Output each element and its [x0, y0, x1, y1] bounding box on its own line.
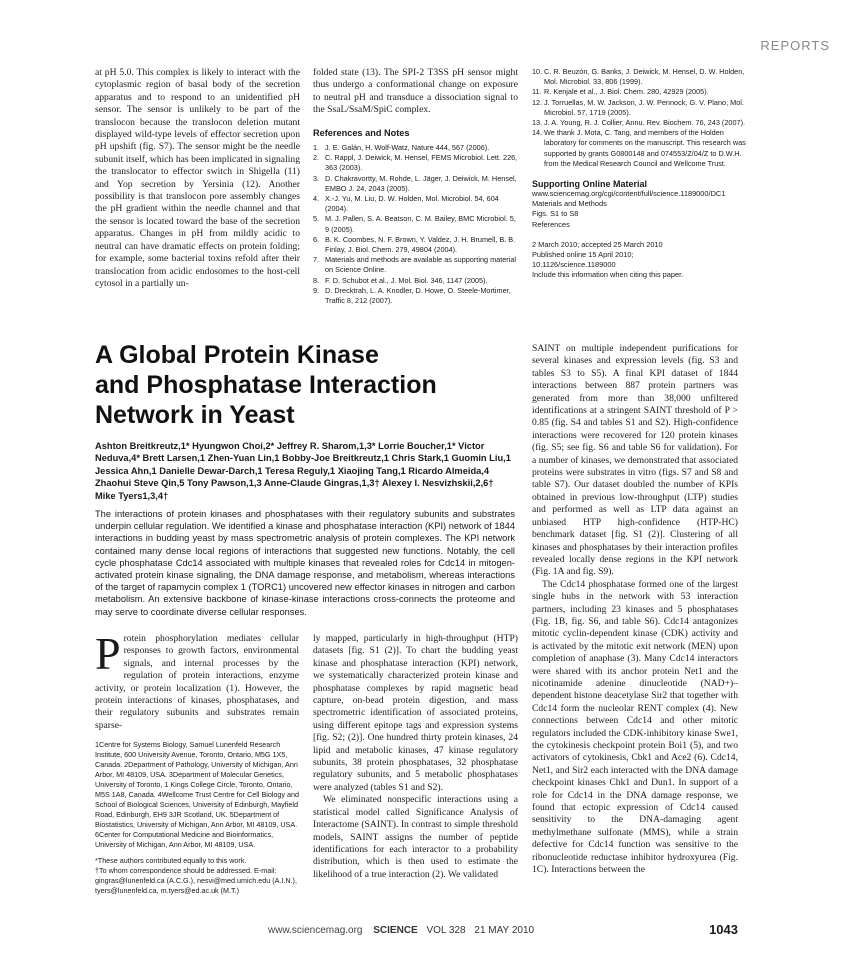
- reference-number: 7.: [313, 255, 320, 265]
- reference-number: 2.: [313, 153, 320, 163]
- reference-number: 1.: [313, 143, 320, 153]
- footer-date: 21 MAY 2010: [474, 925, 535, 936]
- supporting-material-line: www.sciencemag.org/cgi/content/full/science.1189000/DC1: [532, 189, 726, 199]
- reference-item: [532, 98, 752, 118]
- title-line: Network in Yeast: [95, 401, 295, 429]
- page-number: 1043: [709, 922, 738, 937]
- continued-paragraph: at pH 5.0. This complex is likely to interact with the cytoplasmic region of basal body of the secretion apparatus and to respond to an unidentified pH sensor. The sensor is unlikely to be part of the translocon because the translocon deletion mutant displayed wild-type levels of effector secretion upon pH upshift (fig. S7). The sensor might be the needle subunit itself, which has been implicated in signaling the translocator to effector switch in Shigella (11) and Yop secretion by Yersinia (12). Another possibility is that translocon pore assembly changes the pH gradient within the needle channel and that the sensor is located toward the base of the secretion apparatus. Changes in pH from mildly acidic to neutral can have dramatic effects on protein folding; for example, some bacterial toxins refold after their translocation from acidic endosomes to the host-cell cytosol in a partially un-: [95, 67, 300, 289]
- reference-item: [313, 143, 518, 153]
- section-header: REPORTS: [760, 38, 830, 53]
- reference-text: M. J. Pallen, S. A. Beatson, C. M. Bailey, BMC Microbiol. 5, 9 (2005).: [325, 214, 516, 234]
- reference-number: 14.: [532, 128, 543, 138]
- publication-date-line: 2 March 2010; accepted 25 March 2010: [532, 239, 663, 249]
- body-column-right: [532, 343, 738, 876]
- reference-number: 10.: [532, 67, 543, 76]
- body-paragraph: The Cdc14 phosphatase formed one of the largest single hubs in the network with 53 interaction partners, including 23 kinases and 5 phosphatases (Fig. 1B, fig. S6, and table S6). Cdc14 antagonizes mitotic cyclin-dependent kinase (CDK) activity and is activated by the mitotic exit network (MEN) upon completion of anaphase (3). Many Cdc14 interactors were shared with its anchor protein Net1 and the nicotinamide adenine dinucleotide (NAD+)–dependent histone deacetylase Sir2 that together with Cdc14 form the nucleolar RENT complex (4). New connections between Cdc14 and other mitotic regulators included the CDK-inhibitory kinase Swe1, the cytokinesis checkpoint protein Boi1 (5), and two activators of cytokinesis, Cbk1 and Ace2 (6). Cdc14, Net1, and Sir2 each interacted with the DNA damage checkpoint kinases Chk1 and Dun1. In support of a role for Cdc14 in the DNA damage response, we found that ectopic expression of Cdc14 caused sensitivity to the DNA-damaging agent methylmethane sulfonate (MMS), while a strain defective for Cdc14 function was sensitive to the ribonucleotide reductase inhibitor hydroxyurea (Fig. 1C). Interactions between the: [532, 578, 738, 876]
- correspondence-note: †To whom correspondence should be addressed. E-mail: gingras@lunenfeld.ca (A.C.G.), nesvi@med.umich.edu (A.I.N.), tyers@lunenfeld.ca, m.tyers@ed.ac.uk (M.T.): [95, 866, 297, 895]
- reference-number: 3.: [313, 173, 320, 183]
- affiliations: [95, 740, 303, 896]
- reference-item: [313, 174, 518, 194]
- supporting-material-lines: [532, 189, 752, 230]
- reference-text: We thank J. Mota, C. Tang, and members of the Holden laboratory for comments on the manuscript. This research was supported by grants G0800148 and 074553/Z/04/Z to D.W.H. from the Medical Research Council and Wellcome Trust.: [544, 128, 746, 168]
- reference-text: J. A. Young, R. J. Collier, Annu. Rev. Biochem. 76, 243 (2007).: [544, 118, 746, 128]
- supporting-material-line: References: [532, 219, 570, 229]
- affiliation-text: 1Centre for Systems Biology, Samuel Lunenfeld Research Institute, 600 University Avenue, Toronto, Ontario, M5G 1X5, Canada. 2Department of Pathology, University of Michigan, Ann Arbor, MI 48109, USA. 3Department of Molecular Genetics, University of Toronto, 1 Kings College Circle, Toronto, Ontario, M5S 1A8, Canada. 4Wellcome Trust Centre for Cell Biology and School of Biological Sciences, University of Edinburgh, Mayfield Road, Edinburgh, EH9 3JR Scotland, UK. 5Department of Biostatistics, University of Michigan, Ann Arbor, MI 48109, USA. 6Center for Computational Medicine and Bioinformatics, University of Michigan, Ann Arbor, MI 48109, USA.: [95, 740, 300, 849]
- supporting-material-line: Figs. S1 to S8: [532, 209, 579, 219]
- continued-text-column-2: [313, 67, 518, 306]
- continued-text-column: [95, 67, 300, 290]
- reference-item: [313, 276, 518, 286]
- references-column: [532, 67, 752, 281]
- reference-item: [532, 128, 752, 169]
- reference-text: C. R. Beuzón, G. Banks, J. Deiwick, M. Hensel, D. W. Holden, Mol. Microbiol. 33, 806 (1999).: [544, 67, 745, 87]
- reference-item: [313, 194, 518, 214]
- reference-number: 5.: [313, 214, 320, 224]
- reference-item: [313, 286, 518, 306]
- reference-list-continued: [532, 67, 752, 169]
- page-footer: [268, 925, 738, 936]
- publication-dates: [532, 240, 752, 281]
- supporting-material-title: Supporting Online Material: [532, 179, 648, 190]
- reference-item: [313, 255, 518, 275]
- abstract: The interactions of protein kinases and phosphatases with their regulatory subunits and substrates underpin cellular regulation. We identified a kinase and phosphatase interaction (KPI) network of 1844 interactions in budding yeast by mass spectrometric analysis of protein complexes. The KPI network contained many dense local regions of interactions that suggested new functions. Notably, the cell cycle phosphatase Cdc14 associated with multiple kinases that revealed roles for Cdc14 in mitogen-activated protein kinase signaling, the DNA damage response, and metabolism, whereas interactions of the target of rapamycin complex 1 (TORC1) uncovered new effector kinases in nitrogen and carbon metabolism. An extensive backbone of kinase-kinase interactions cross-connects the proteome and may serve to coordinate diverse cellular responses.: [95, 509, 515, 617]
- reference-text: D. Chakravortty, M. Rohde, L. Jäger, J. Deiwick, M. Hensel, EMBO J. 24, 2043 (2005).: [325, 173, 517, 193]
- footer-journal: SCIENCE: [373, 925, 418, 936]
- reference-text: X.-J. Yu, M. Liu, D. W. Holden, Mol. Microbiol. 54, 604 (2004).: [325, 194, 499, 214]
- reference-text: D. Drecktrah, L. A. Knodler, D. Howe, O. Steele-Mortimer, Traffic 8, 212 (2007).: [325, 285, 511, 306]
- reference-number: 9.: [313, 285, 320, 295]
- author-list: Ashton Breitkreutz,1* Hyungwon Choi,2* Jeffrey R. Sharom,1,3* Lorrie Boucher,1* Victor Neduva,4* Brett Larsen,1 Zhen-Yuan Lin,1 Bobby-Joe Breitkreutz,1 Chris Stark,1 Guomin Liu,1 Jessica Ahn,1 Danielle Dewar-Darch,1 Teresa Reguly,1 Xiaojing Tang,1 Ricardo Almeida,4 Zhaohui Steve Qin,5 Tony Pawson,1,3 Anne-Claude Gingras,1,3† Alexey I. Nesvizhskii,2,6† Mike Tyers1,3,4†: [95, 441, 511, 501]
- equal-contribution-note: *These authors contributed equally to this work.: [95, 856, 247, 865]
- footer-site-link[interactable]: www.sciencemag.org: [268, 925, 363, 936]
- reference-number: 6.: [313, 234, 320, 244]
- reference-text: C. Rappl, J. Deiwick, M. Hensel, FEMS Microbiol. Lett. 226, 363 (2003).: [325, 153, 518, 173]
- reference-text: F. D. Schubot et al., J. Mol. Biol. 346, 1147 (2005).: [325, 275, 488, 285]
- reference-list: [313, 143, 518, 306]
- reference-item: [313, 214, 518, 234]
- body-paragraph: We eliminated nonspecific interactions using a statistical model called Significance Analysis of Interactome (SAINT). In contrast to simple threshold models, SAINT assigns the number of peptide identifications for each interactor to a probability distribution, which is then used to estimate the likelihood of a true interaction (2). We validated: [313, 794, 518, 880]
- publication-date-line: Published online 15 April 2010;: [532, 250, 634, 260]
- intro-text: rotein phosphorylation mediates cellular responses to growth factors, environmental signals, and internal processes by the regulation of protein interactions, enzyme activity, or protein localization (1). However, the protein interactions of kinases, phosphatases, and their regulatory subunits and substrates remain sparse-: [95, 633, 299, 731]
- supporting-material-line: Materials and Methods: [532, 199, 607, 209]
- publication-date-line: Include this information when citing this paper.: [532, 270, 684, 280]
- reference-number: 4.: [313, 194, 320, 204]
- reference-text: J. E. Galán, H. Wolf-Watz, Nature 444, 567 (2006).: [325, 143, 490, 153]
- reference-number: 13.: [532, 118, 543, 128]
- publication-date-line: 10.1126/science.1189000: [532, 260, 616, 270]
- reference-item: [532, 67, 752, 87]
- reference-item: [313, 235, 518, 255]
- body-column-left: [95, 628, 299, 732]
- reference-item: [532, 118, 752, 128]
- reference-number: 8.: [313, 275, 320, 285]
- reference-item: [532, 87, 752, 97]
- body-paragraph: ly mapped, particularly in high-throughput (HTP) datasets [fig. S1 (2)]. To chart the budding yeast kinase and phosphatase interaction (KPI) network, we systematically characterized protein kinase and phosphatase complexes by rapid magnetic bead capture, on-bead protein digestion, and mass spectrometric identification of associated proteins, using different epitope tags and expression systems [fig. S2; (2)]. One hundred thirty protein kinases, 24 lipid and metabolic kinases, 47 kinase regulatory subunits, 38 protein phosphatases, 32 phosphatase regulatory subunits, and 5 metabolic phosphatases were analyzed (tables S1 and S2).: [313, 633, 518, 793]
- reference-item: [313, 153, 518, 173]
- article-title: [95, 340, 515, 430]
- body-paragraph: SAINT on multiple independent purifications for several kinases and expression levels (fig. S3 and tables S3 to S5). A final KPI dataset of 1844 interactions between 887 protein partners was generated from more than 38,000 unfiltered identifications at a stringent SAINT threshold of P > 0.85 (fig. S4 and tables S1 and S2). High-confidence interactions were recovered for 120 protein kinases (fig. S5; see fig. S6 and table S6 for validation). For a number of kinases, we demonstrated that associated proteins were substrates in vitro (figs. S7 and S8 and table S7). Our dataset doubled the number of KPIs obtained in previous low-throughput (LTP) studies and performed as well as LTP data against an unbiased HTP high-confidence (HTP-HC) benchmark dataset [fig. S1 (2)]. Clustering of all kinases and phosphatases by their interaction profiles revealed locally dense regions in the KPI network (Fig. 1A and fig. S9).: [532, 343, 738, 578]
- body-column-middle: [313, 633, 518, 881]
- reference-text: B. K. Coombes, N. F. Brown, Y. Valdez, J. H. Brumell, B. B. Finlay, J. Biol. Chem. 279, 49804 (2004).: [325, 234, 516, 255]
- title-line: and Phosphatase Interaction: [95, 371, 437, 399]
- intro-paragraph: [95, 628, 299, 732]
- reference-text: R. Kenjale et al., J. Biol. Chem. 280, 42929 (2005).: [544, 87, 709, 97]
- footer-volume: VOL 328: [426, 925, 466, 936]
- reference-number: 12.: [532, 97, 543, 107]
- reference-text: J. Torruellas, M. W. Jackson, J. W. Pennock, G. V. Plano, Mol. Microbiol. 57, 1719 (2005).: [544, 97, 744, 117]
- references-title: References and Notes: [313, 127, 410, 138]
- reference-text: Materials and methods are available as supporting material on Science Online.: [325, 255, 517, 275]
- continued-paragraph-2: folded state (13). The SPI-2 T3SS pH sensor might thus undergo a conformational change on exposure to neutral pH and transduce a dissociation signal to the SsaL/SsaM/SpiC complex.: [313, 67, 518, 116]
- reference-number: 11.: [532, 87, 542, 97]
- title-line: A Global Protein Kinase: [95, 341, 379, 369]
- drop-cap: P: [95, 628, 121, 679]
